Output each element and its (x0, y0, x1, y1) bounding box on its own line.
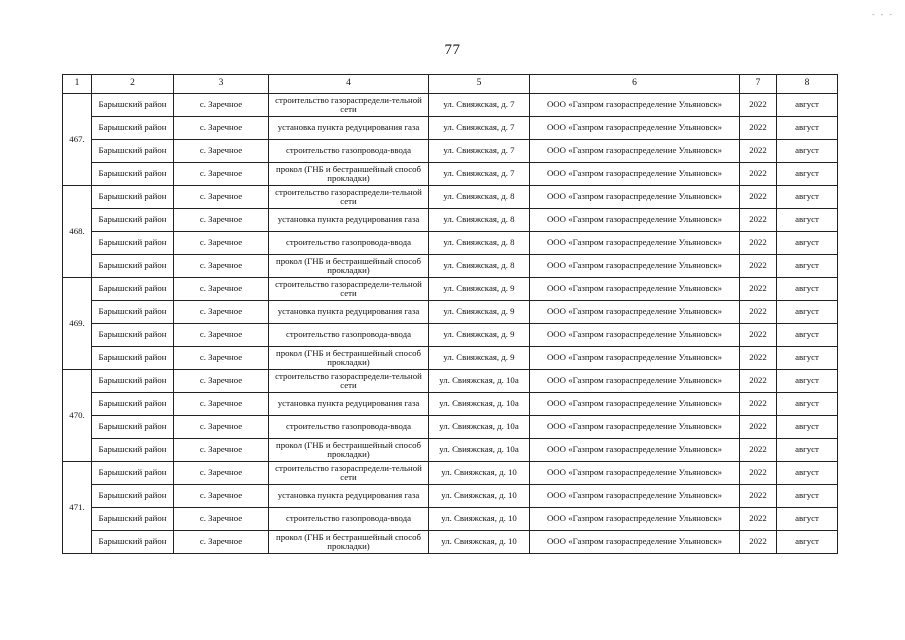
district-cell: Барышский район (92, 462, 174, 485)
work-type-cell: прокол (ГНБ и бестраншейный способ прокладки) (269, 439, 429, 462)
month-cell: август (777, 462, 838, 485)
year-cell: 2022 (740, 508, 777, 531)
month-cell: август (777, 393, 838, 416)
table-row (63, 439, 838, 462)
month-cell: август (777, 140, 838, 163)
table-row (63, 370, 838, 393)
registry-table (62, 74, 838, 554)
year-cell: 2022 (740, 186, 777, 209)
month-cell: август (777, 255, 838, 278)
work-type-cell: прокол (ГНБ и бестраншейный способ прокладки) (269, 531, 429, 554)
district-cell: Барышский район (92, 140, 174, 163)
work-type-cell: прокол (ГНБ и бестраншейный способ прокладки) (269, 347, 429, 370)
table-row (63, 163, 838, 186)
month-cell: август (777, 439, 838, 462)
table-row (63, 301, 838, 324)
table-row (63, 347, 838, 370)
year-cell: 2022 (740, 232, 777, 255)
column-header-6: 6 (530, 75, 740, 94)
work-type-cell: строительство газораспредели-тельной сети (269, 186, 429, 209)
address-cell: ул. Свияжская, д. 9 (429, 347, 530, 370)
work-type-cell: прокол (ГНБ и бестраншейный способ прокладки) (269, 255, 429, 278)
work-type-cell: прокол (ГНБ и бестраншейный способ прокладки) (269, 163, 429, 186)
year-cell: 2022 (740, 416, 777, 439)
column-header-4: 4 (269, 75, 429, 94)
organization-cell: ООО «Газпром газораспределение Ульяновск» (530, 209, 740, 232)
district-cell: Барышский район (92, 324, 174, 347)
organization-cell: ООО «Газпром газораспределение Ульяновск» (530, 531, 740, 554)
month-cell: август (777, 531, 838, 554)
address-cell: ул. Свияжская, д. 10а (429, 393, 530, 416)
village-cell: с. Заречное (174, 485, 269, 508)
district-cell: Барышский район (92, 278, 174, 301)
address-cell: ул. Свияжская, д. 9 (429, 278, 530, 301)
village-cell: с. Заречное (174, 255, 269, 278)
district-cell: Барышский район (92, 94, 174, 117)
table-row (63, 232, 838, 255)
address-cell: ул. Свияжская, д. 10 (429, 485, 530, 508)
district-cell: Барышский район (92, 416, 174, 439)
work-type-cell: установка пункта редуцирования газа (269, 393, 429, 416)
village-cell: с. Заречное (174, 140, 269, 163)
address-cell: ул. Свияжская, д. 8 (429, 255, 530, 278)
table-row (63, 94, 838, 117)
address-cell: ул. Свияжская, д. 10а (429, 439, 530, 462)
organization-cell: ООО «Газпром газораспределение Ульяновск» (530, 232, 740, 255)
corner-mark: - - - (872, 10, 894, 19)
work-type-cell: строительство газораспредели-тельной сети (269, 94, 429, 117)
year-cell: 2022 (740, 140, 777, 163)
month-cell: август (777, 508, 838, 531)
address-cell: ул. Свияжская, д. 10а (429, 416, 530, 439)
organization-cell: ООО «Газпром газораспределение Ульяновск» (530, 416, 740, 439)
table-row (63, 416, 838, 439)
address-cell: ул. Свияжская, д. 7 (429, 94, 530, 117)
table-row (63, 255, 838, 278)
district-cell: Барышский район (92, 255, 174, 278)
table-row (63, 140, 838, 163)
work-type-cell: строительство газораспредели-тельной сети (269, 462, 429, 485)
address-cell: ул. Свияжская, д. 8 (429, 186, 530, 209)
table-row (63, 117, 838, 140)
month-cell: август (777, 186, 838, 209)
village-cell: с. Заречное (174, 370, 269, 393)
village-cell: с. Заречное (174, 232, 269, 255)
village-cell: с. Заречное (174, 531, 269, 554)
year-cell: 2022 (740, 163, 777, 186)
district-cell: Барышский район (92, 209, 174, 232)
organization-cell: ООО «Газпром газораспределение Ульяновск» (530, 186, 740, 209)
work-type-cell: строительство газопровода-ввода (269, 508, 429, 531)
organization-cell: ООО «Газпром газораспределение Ульяновск» (530, 393, 740, 416)
village-cell: с. Заречное (174, 186, 269, 209)
village-cell: с. Заречное (174, 163, 269, 186)
work-type-cell: строительство газопровода-ввода (269, 416, 429, 439)
address-cell: ул. Свияжская, д. 10а (429, 370, 530, 393)
address-cell: ул. Свияжская, д. 10 (429, 462, 530, 485)
village-cell: с. Заречное (174, 301, 269, 324)
district-cell: Барышский район (92, 531, 174, 554)
district-cell: Барышский район (92, 232, 174, 255)
address-cell: ул. Свияжская, д. 7 (429, 140, 530, 163)
work-type-cell: строительство газопровода-ввода (269, 232, 429, 255)
village-cell: с. Заречное (174, 347, 269, 370)
group-number-cell: 468. (63, 186, 92, 278)
address-cell: ул. Свияжская, д. 8 (429, 232, 530, 255)
month-cell: август (777, 94, 838, 117)
column-header-7: 7 (740, 75, 777, 94)
district-cell: Барышский район (92, 439, 174, 462)
village-cell: с. Заречное (174, 94, 269, 117)
column-header-5: 5 (429, 75, 530, 94)
year-cell: 2022 (740, 370, 777, 393)
table-row (63, 508, 838, 531)
organization-cell: ООО «Газпром газораспределение Ульяновск» (530, 347, 740, 370)
table-row (63, 324, 838, 347)
organization-cell: ООО «Газпром газораспределение Ульяновск» (530, 485, 740, 508)
district-cell: Барышский район (92, 347, 174, 370)
work-type-cell: строительство газопровода-ввода (269, 324, 429, 347)
address-cell: ул. Свияжская, д. 7 (429, 163, 530, 186)
year-cell: 2022 (740, 462, 777, 485)
table-row (63, 462, 838, 485)
work-type-cell: строительство газораспредели-тельной сети (269, 370, 429, 393)
month-cell: август (777, 370, 838, 393)
year-cell: 2022 (740, 485, 777, 508)
column-header-8: 8 (777, 75, 838, 94)
district-cell: Барышский район (92, 301, 174, 324)
village-cell: с. Заречное (174, 416, 269, 439)
month-cell: август (777, 301, 838, 324)
village-cell: с. Заречное (174, 508, 269, 531)
month-cell: август (777, 209, 838, 232)
year-cell: 2022 (740, 531, 777, 554)
village-cell: с. Заречное (174, 117, 269, 140)
district-cell: Барышский район (92, 117, 174, 140)
organization-cell: ООО «Газпром газораспределение Ульяновск» (530, 439, 740, 462)
work-type-cell: установка пункта редуцирования газа (269, 117, 429, 140)
year-cell: 2022 (740, 255, 777, 278)
month-cell: август (777, 485, 838, 508)
month-cell: август (777, 324, 838, 347)
organization-cell: ООО «Газпром газораспределение Ульяновск» (530, 140, 740, 163)
year-cell: 2022 (740, 117, 777, 140)
column-header-1: 1 (63, 75, 92, 94)
table-row (63, 186, 838, 209)
organization-cell: ООО «Газпром газораспределение Ульяновск» (530, 278, 740, 301)
address-cell: ул. Свияжская, д. 9 (429, 301, 530, 324)
year-cell: 2022 (740, 209, 777, 232)
table-row (63, 485, 838, 508)
group-number-cell: 471. (63, 462, 92, 554)
table-row (63, 209, 838, 232)
work-type-cell: установка пункта редуцирования газа (269, 485, 429, 508)
organization-cell: ООО «Газпром газораспределение Ульяновск» (530, 301, 740, 324)
work-type-cell: установка пункта редуцирования газа (269, 209, 429, 232)
year-cell: 2022 (740, 347, 777, 370)
month-cell: август (777, 232, 838, 255)
table-row (63, 278, 838, 301)
district-cell: Барышский район (92, 508, 174, 531)
month-cell: август (777, 278, 838, 301)
organization-cell: ООО «Газпром газораспределение Ульяновск» (530, 94, 740, 117)
work-type-cell: строительство газопровода-ввода (269, 140, 429, 163)
month-cell: август (777, 416, 838, 439)
district-cell: Барышский район (92, 163, 174, 186)
table-row (63, 393, 838, 416)
address-cell: ул. Свияжская, д. 8 (429, 209, 530, 232)
group-number-cell: 469. (63, 278, 92, 370)
year-cell: 2022 (740, 94, 777, 117)
work-type-cell: установка пункта редуцирования газа (269, 301, 429, 324)
address-cell: ул. Свияжская, д. 7 (429, 117, 530, 140)
organization-cell: ООО «Газпром газораспределение Ульяновск» (530, 370, 740, 393)
column-header-3: 3 (174, 75, 269, 94)
district-cell: Барышский район (92, 186, 174, 209)
village-cell: с. Заречное (174, 324, 269, 347)
district-cell: Барышский район (92, 393, 174, 416)
page-number: 77 (444, 42, 461, 58)
year-cell: 2022 (740, 393, 777, 416)
group-number-cell: 467. (63, 94, 92, 186)
year-cell: 2022 (740, 301, 777, 324)
organization-cell: ООО «Газпром газораспределение Ульяновск» (530, 163, 740, 186)
month-cell: август (777, 347, 838, 370)
village-cell: с. Заречное (174, 209, 269, 232)
village-cell: с. Заречное (174, 278, 269, 301)
village-cell: с. Заречное (174, 462, 269, 485)
village-cell: с. Заречное (174, 439, 269, 462)
month-cell: август (777, 117, 838, 140)
district-cell: Барышский район (92, 485, 174, 508)
address-cell: ул. Свияжская, д. 9 (429, 324, 530, 347)
header-row (63, 75, 838, 94)
column-header-2: 2 (92, 75, 174, 94)
table-row (63, 531, 838, 554)
year-cell: 2022 (740, 439, 777, 462)
organization-cell: ООО «Газпром газораспределение Ульяновск» (530, 324, 740, 347)
year-cell: 2022 (740, 324, 777, 347)
organization-cell: ООО «Газпром газораспределение Ульяновск» (530, 462, 740, 485)
month-cell: август (777, 163, 838, 186)
organization-cell: ООО «Газпром газораспределение Ульяновск» (530, 117, 740, 140)
year-cell: 2022 (740, 278, 777, 301)
organization-cell: ООО «Газпром газораспределение Ульяновск» (530, 508, 740, 531)
village-cell: с. Заречное (174, 393, 269, 416)
group-number-cell: 470. (63, 370, 92, 462)
table-body (63, 94, 838, 554)
address-cell: ул. Свияжская, д. 10 (429, 508, 530, 531)
work-type-cell: строительство газораспредели-тельной сети (269, 278, 429, 301)
district-cell: Барышский район (92, 370, 174, 393)
organization-cell: ООО «Газпром газораспределение Ульяновск» (530, 255, 740, 278)
address-cell: ул. Свияжская, д. 10 (429, 531, 530, 554)
